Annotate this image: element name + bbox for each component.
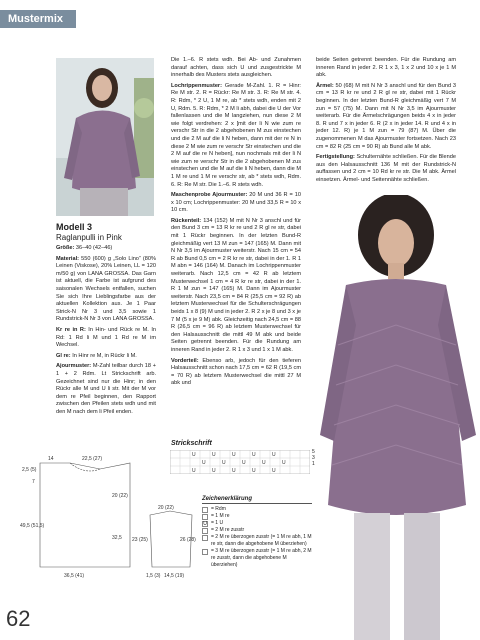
svg-text:U: U: [282, 460, 286, 466]
legend-symbol: [202, 514, 208, 520]
schema-label: 36,5 (41): [64, 573, 85, 579]
row-label: 3: [312, 455, 315, 461]
fertig-text: Schulternähte schließen. Für die Blende aus den Halsausschnitt 136 M mit der Rundstrick-N auffassen und 2 cm = 10 Rd kr re str. Die M abk. Ärmel einsetzen. Ärmel- und Seitennähte schließen.: [316, 154, 456, 183]
maschen-text: 20 M und 36 R = 10 x 10 cm; Lochrippenmuster: 20 M und 33,5 R = 10 x 10 cm.: [171, 192, 301, 214]
svg-text:U: U: [222, 460, 226, 466]
svg-text:U: U: [192, 452, 196, 458]
svg-text:U: U: [252, 468, 256, 474]
row-label: 1: [312, 461, 315, 467]
svg-text:U: U: [192, 468, 196, 474]
model-subtitle: Raglanpulli in Pink: [56, 233, 122, 242]
model-title: Modell 3: [56, 222, 93, 232]
schema-label: 26 (28): [180, 537, 196, 543]
legend-text: = 2 M re zusstr: [211, 527, 245, 533]
schema-label: 20 (22): [112, 493, 128, 499]
fertig-label: Fertigstellung:: [316, 154, 355, 161]
schema-label: 1,5 (3): [146, 573, 161, 579]
legend-item: [202, 513, 312, 520]
maschen-label: Maschenprobe Ajourmuster:: [171, 192, 248, 199]
schema-label: 14: [48, 456, 54, 462]
svg-text:U: U: [232, 468, 236, 474]
glre-label: Gl re:: [56, 352, 71, 359]
legend-symbol: [202, 528, 208, 534]
legend-symbol: [202, 535, 208, 541]
vorder-label: Vorderteil:: [171, 357, 199, 364]
ruecken-label: Rückenteil:: [171, 217, 202, 224]
svg-text:U: U: [252, 452, 256, 458]
legend-symbol: [202, 507, 208, 513]
legend-text: = 2 M re überzogen zusstr (= 1 M re abh, 1 M re str, dann die abgehobene M überziehen): [211, 534, 312, 547]
vorder-text: Ebenso arb, jedoch für den tieferen Halsausschnitt schon nach 17,5 cm = 62 R (19,5 cm = 70 R) ab letztem Musterwechsel die mittl 27 M abk und: [171, 357, 301, 387]
schema-label: 20 (22): [158, 505, 174, 511]
loch-text: Gerade M-Zahl. 1. R = Hinr: Re M str. 2. R = Rückr: Re M str. 3. R: Re M str. 4. R: Rdm, * 2 U, 1 M re, ab * stets wdh, enden mit 2 U, Rdm. 5. R: Rdm, * 2 M li abh, dabei die U der Vor fallenlassen und die M langziehen, nun diese 2 M wie folgt verdrehen: 2 x [mit der li N wie zum re verschr Str in die 2 abgehobenen M zus einstechen und die 2 M auf die li N heben, dann mit der re N in diese 2 M wie zum re verschr Str einstechen und die 2 M auf die re N heben], nun nochmals mit der li N wie zum re verschr Str in die 2 abgehobenen M zus einstechen und die M auf die li N heben, dann die M 1 M re und 1 M re verschr str, ab * stets wdh, Rdm. 6. R: Re M str. Die 1.–6. R stets wdh.: [171, 82, 301, 188]
legend-text: = 1 M re: [211, 513, 230, 519]
section-tag: Mustermix: [0, 10, 76, 28]
schema-label: 2,5 (5): [22, 467, 37, 473]
schema-label: 23 (25): [132, 537, 148, 543]
col2-intro: Die 1.–6. R stets wdh. Bei Ab- und Zunahmen darauf achten, dass sich U und zusgestrickte M innerhalb des Musters stets ausgleichen.: [171, 57, 301, 79]
stitch-chart-row-labels: [312, 449, 315, 467]
legend-item: [202, 527, 312, 534]
stitch-chart-title: Strickschrift: [171, 440, 212, 447]
svg-text:U: U: [212, 468, 216, 474]
krre-label: Kr re in R:: [56, 326, 86, 333]
row-label: 5: [312, 449, 315, 455]
legend: [202, 496, 312, 569]
ajour-text: M-Zahl teilbar durch 18 + 1 + 2 Rdm. Lt Strickschrift arb. Gezeichnet sind nur die Hinr; in den Rückr alle M und U li str. Mit der M vor dem re Pfeil beginnen, den Rapport zwischen den Pfeilen stets wdh und mit den M nach dem li Pfeil enden.: [56, 363, 156, 415]
loch-label: Lochrippenmuster:: [171, 82, 222, 89]
legend-text: = Rdm: [211, 506, 226, 512]
krre-text: In Hin- und Rück re M. In Rd: 1 Rd li M und 1 Rd re M im Wechsel.: [56, 326, 156, 349]
svg-text:U: U: [262, 460, 266, 466]
schema-label: 22,5 (27): [82, 456, 103, 462]
size-value: 36–40 (42–46): [75, 245, 113, 251]
material-label: Material:: [56, 255, 80, 262]
legend-item: [202, 534, 312, 548]
size-label: Größe:: [56, 245, 75, 251]
page-number: 62: [6, 606, 31, 631]
schema-label: 49,5 (51,5): [20, 523, 45, 529]
svg-text:U: U: [202, 460, 206, 466]
legend-item: [202, 520, 312, 527]
legend-symbol: [202, 549, 208, 555]
svg-text:U: U: [212, 452, 216, 458]
legend-item: [202, 548, 312, 569]
col3-intro: beide Seiten getrennt beenden. Für die Rundung am inneren Rand in jeder 2. R 1 x 3, 1 x 2 und 10 x je 1 M abk.: [316, 57, 456, 79]
model-photo-studio: [316, 195, 480, 640]
legend-item: [202, 506, 312, 513]
ajour-label: Ajourmuster:: [56, 363, 92, 370]
svg-text:U: U: [272, 468, 276, 474]
svg-text:U: U: [232, 452, 236, 458]
glre-text: In Hinr re M, in Rückr li M.: [72, 352, 137, 359]
aermel-text: 50 (68) M mit N Nr 3 anschl und für den Bund 3 cm = 13 R kr re und 2 R gl re str, dabei mit 1 Rückr beginnen. In der letzten Bund-R gleichmäßig vert 7 M zun = 57 (75) M. Dann mit N Nr 3,5 im Ajourmuster weiterarb. Für die Ärmelschrägungen beids 4 x in jeder 8. R und 7 x in jeder 6. R (2 x in jeder 14. R und 4 x in jeder 12. R) je 1 M zun = 79 (87) M. Über die zugenommenen M das Ajourmuster fortsetzen. Nach 23 cm = 82 R (25 cm = 90 R) ab Bund alle M abk.: [316, 82, 456, 150]
pattern-schematic: [20, 455, 200, 585]
legend-title: Zeichenerklärung: [202, 496, 312, 504]
schema-label: 32,5: [112, 535, 122, 541]
aermel-label: Ärmel:: [316, 82, 334, 89]
legend-text: = 3 M re überzogen zusstr (= 1 M re abh, 2 M re zusstr, dann die abgehobene M überziehen): [211, 548, 312, 568]
svg-text:U: U: [242, 460, 246, 466]
ruecken-text: 134 (152) M mit N Nr 3 anschl und für den Bund 3 cm = 13 R kr re und 2 R gl re str, dabei mit 1 Rückr beginnen. In der letzten Bund-R gleichmäßig vert 13 M zun = 147 (165) M. Dann mit N Nr 3,5 im Ajourmuster weiterstr. Nach 15 cm = 54 R ab Bund 0,5 cm = 2 R kr re str, dabei in der 1. R 1 M abn = 146 (164) M. Danach im Lochrippenmuster weiterarb. Nach 12,5 cm = 42 R ab letztem Musterwechsel 1 cm = 4 R kr re str, dabei in der 1. R 1 M zun = 147 (165) M. Dann im Ajourmuster weiterstr. Nach 23,5 cm = 84 R (25,5 cm = 92 R) ab letztem Musterwechsel für die Schulterschrägungen beids 1 x 8 (9) M und in jeder 2. R 2 x je 8 und 3 x je 7 M (5 x je 9 M) abk. Gleichzeitig nach 24,5 cm = 88 R (26,5 cm = 96 R) ab letztem Musterwechsel für den Halsausschnitt die mittl 49 M abk und beide Seiten getrennt beenden. Für die Rundung am inneren Rand in jeder 2. R 1 x 3 und 1 x 1 M abk.: [171, 217, 301, 353]
schema-label: 7: [32, 479, 35, 485]
legend-symbol: U: [203, 520, 207, 527]
svg-text:U: U: [272, 452, 276, 458]
model-photo-outdoor: [56, 58, 154, 216]
material-text: 550 (600) g „Solo Lino“ (80% Leinen (Viskose), 20% Leinen, LL = 120 m/50 g) von LANA GROSSA. Das Garn ist aktuell, die Farbe ist aufgrund des saisonalen Wechsels entfallen, suchen Sie sich Ihre Lieblingsfarbe aus der aktuellen Kollektion aus. Je 1 Paar Strick-N Nr 3 und 3,5 sowie 1 Rundstrick-N Nr 3 von LANA GROSSA.: [56, 255, 156, 323]
schema-label: 14,5 (19): [164, 573, 185, 579]
legend-text: = 1 U: [211, 520, 224, 526]
